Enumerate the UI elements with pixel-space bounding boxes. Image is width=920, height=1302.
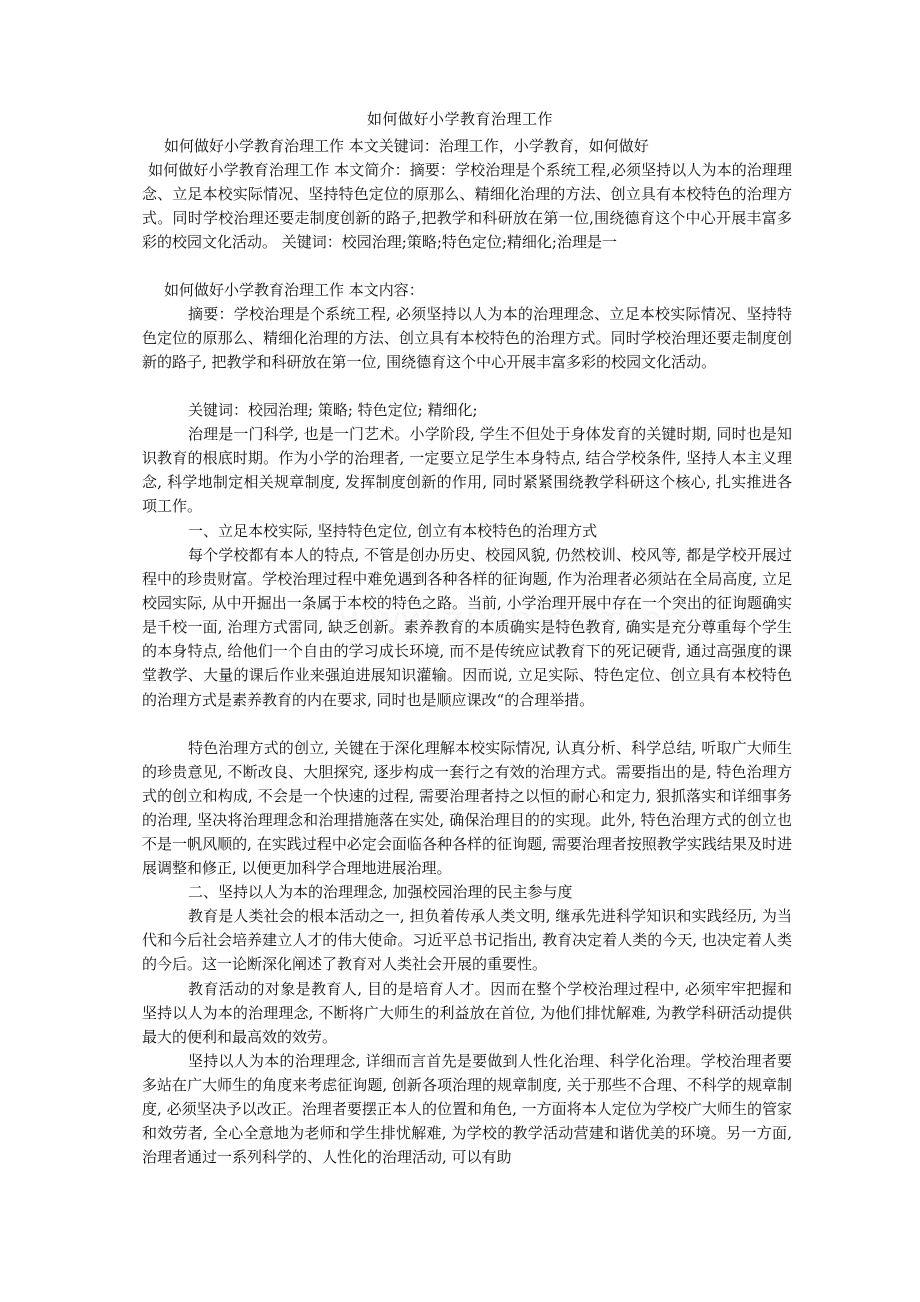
document-title: 如何做好小学教育治理工作	[366, 110, 553, 128]
paragraph-section2-c: 坚持以人为本的治理理念, 详细而言首先是要做到人性化治理、科学化治理。学校治理者要多站在广大师生的角度来考虑征询题, 创新各项治理的规章制度, 关于那些不合理、不科学的规章制度, 必须坚决予以改正。治理者要摆正本人的位置和角色, 一方面将本人定位为学校广大师生的管家和效劳者, 全心全意地为老师和学生排忧解难, 为学校的教学活动营建和谐优美的环境。另一方面, 治理者通过一系列科学的、人性化的治理活动, 可以有助	[142, 1052, 792, 1167]
paragraph-section2-a: 教育是人类社会的根本活动之一, 担负着传承人类文明, 继承先进科学知识和实践经历, 为当代和今后社会培养建立人才的伟大使命。习近平总书记指出, 教育决定着人类的今天, 也决定着人类的今后。这一论断深化阐述了教育对人类社会开展的重要性。	[142, 907, 792, 974]
summary-text: 如何做好小学教育治理工作 本文简介：摘要：学校治理是个系统工程,必须坚持以人为本的治理理念、立足本校实际情况、坚持特色定位的原那么、精细化治理的方法、创立具有本校特色的治理方式。同时学校治理还要走制度创新的路子,把教学和科研放在第一位,围绕德育这个中心开展丰富多彩的校园文化活动。 关键词：校园治理;策略;特色定位;精细化;治理是一	[142, 161, 792, 252]
summary-line	[142, 158, 792, 254]
paragraph-keywords: 关键词：校园治理; 策略; 特色定位; 精细化;	[188, 401, 478, 419]
paragraph-intro: 治理是一门科学, 也是一门艺术。小学阶段, 学生不但处于身体发育的关键时期, 同时也是知识教育的根底时期。作为小学的治理者, 一定要立足学生本身特点, 结合学校条件, 坚持人本主义理念, 科学地制定相关规章制度, 发挥制度创新的作用, 同时紧紧围绕教学科研这个核心, 扎实推进各项工作。	[142, 425, 792, 516]
paragraph-section1-a: 每个学校都有本人的特点, 不管是创办历史、校园风貌, 仍然校训、校风等, 都是学校开展过程中的珍贵财富。学校治理过程中难免遇到各种各样的征询题, 作为治理者必须站在全局高度, 立足校园实际, 从中开掘出一条属于本校的特色之路。当前, 小学治理开展中存在一个突出的征询题确实是千校一面, 治理方式雷同, 缺乏创新。素养教育的本质确实是特色教育, 确实是充分尊重每个学生的本身特点, 给他们一个自由的学习成长环境, 而不是传统应试教育下的死记硬背, 通过高强度的课堂教学、大量的课后作业来强迫进展知识灌输。因而说, 立足实际、特色定位、创立具有本校特色的治理方式是素养教育的内在要求, 同时也是顺应课改“的合理举措。	[142, 546, 792, 709]
paragraph-section2-b: 教育活动的对象是教育人, 目的是培育人才。因而在整个学校治理过程中, 必须牢牢把握和坚持以人为本的治理理念, 不断将广大师生的利益放在首位, 为他们排忧解难, 为教学科研活动提供最大的便利和最高效的效劳。	[142, 980, 792, 1047]
content-line: 如何做好小学教育治理工作 本文内容：	[164, 281, 424, 299]
section-heading-1: 一、立足本校实际, 坚持特色定位, 创立有本校特色的治理方式	[188, 522, 598, 540]
paragraph-abstract: 摘要：学校治理是个系统工程, 必须坚持以人为本的治理理念、立足本校实际情况、坚持特色定位的原那么、精细化治理的方法、创立具有本校特色的治理方式。同时学校治理还要走制度创新的路子, 把教学和科研放在第一位, 围绕德育这个中心开展丰富多彩的校园文化活动。	[142, 305, 792, 372]
keywords-line: 如何做好小学教育治理工作 本文关键词：治理工作，小学教育，如何做好	[164, 137, 649, 155]
section-heading-2: 二、坚持以人为本的治理理念, 加强校园治理的民主参与度	[188, 883, 573, 901]
paragraph-section1-b: 特色治理方式的创立, 关键在于深化理解本校实际情况, 认真分析、科学总结, 听取广大师生的珍贵意见, 不断改良、大胆探究, 逐步构成一套行之有效的治理方式。需要指出的是, 特色治理方式的创立和构成, 不会是一个快速的过程, 需要治理者持之以恒的耐心和定力, 狠抓落实和详细事务的治理, 坚决将治理理念和治理措施落在实处, 确保治理目的的实现。此外, 特色治理方式的创立也不是一帆风顺的, 在实践过程中必定会面临各种各样的征询题, 需要治理者按照教学实践结果及时进展调整和修正, 以便更加科学合理地进展治理。	[142, 739, 792, 878]
